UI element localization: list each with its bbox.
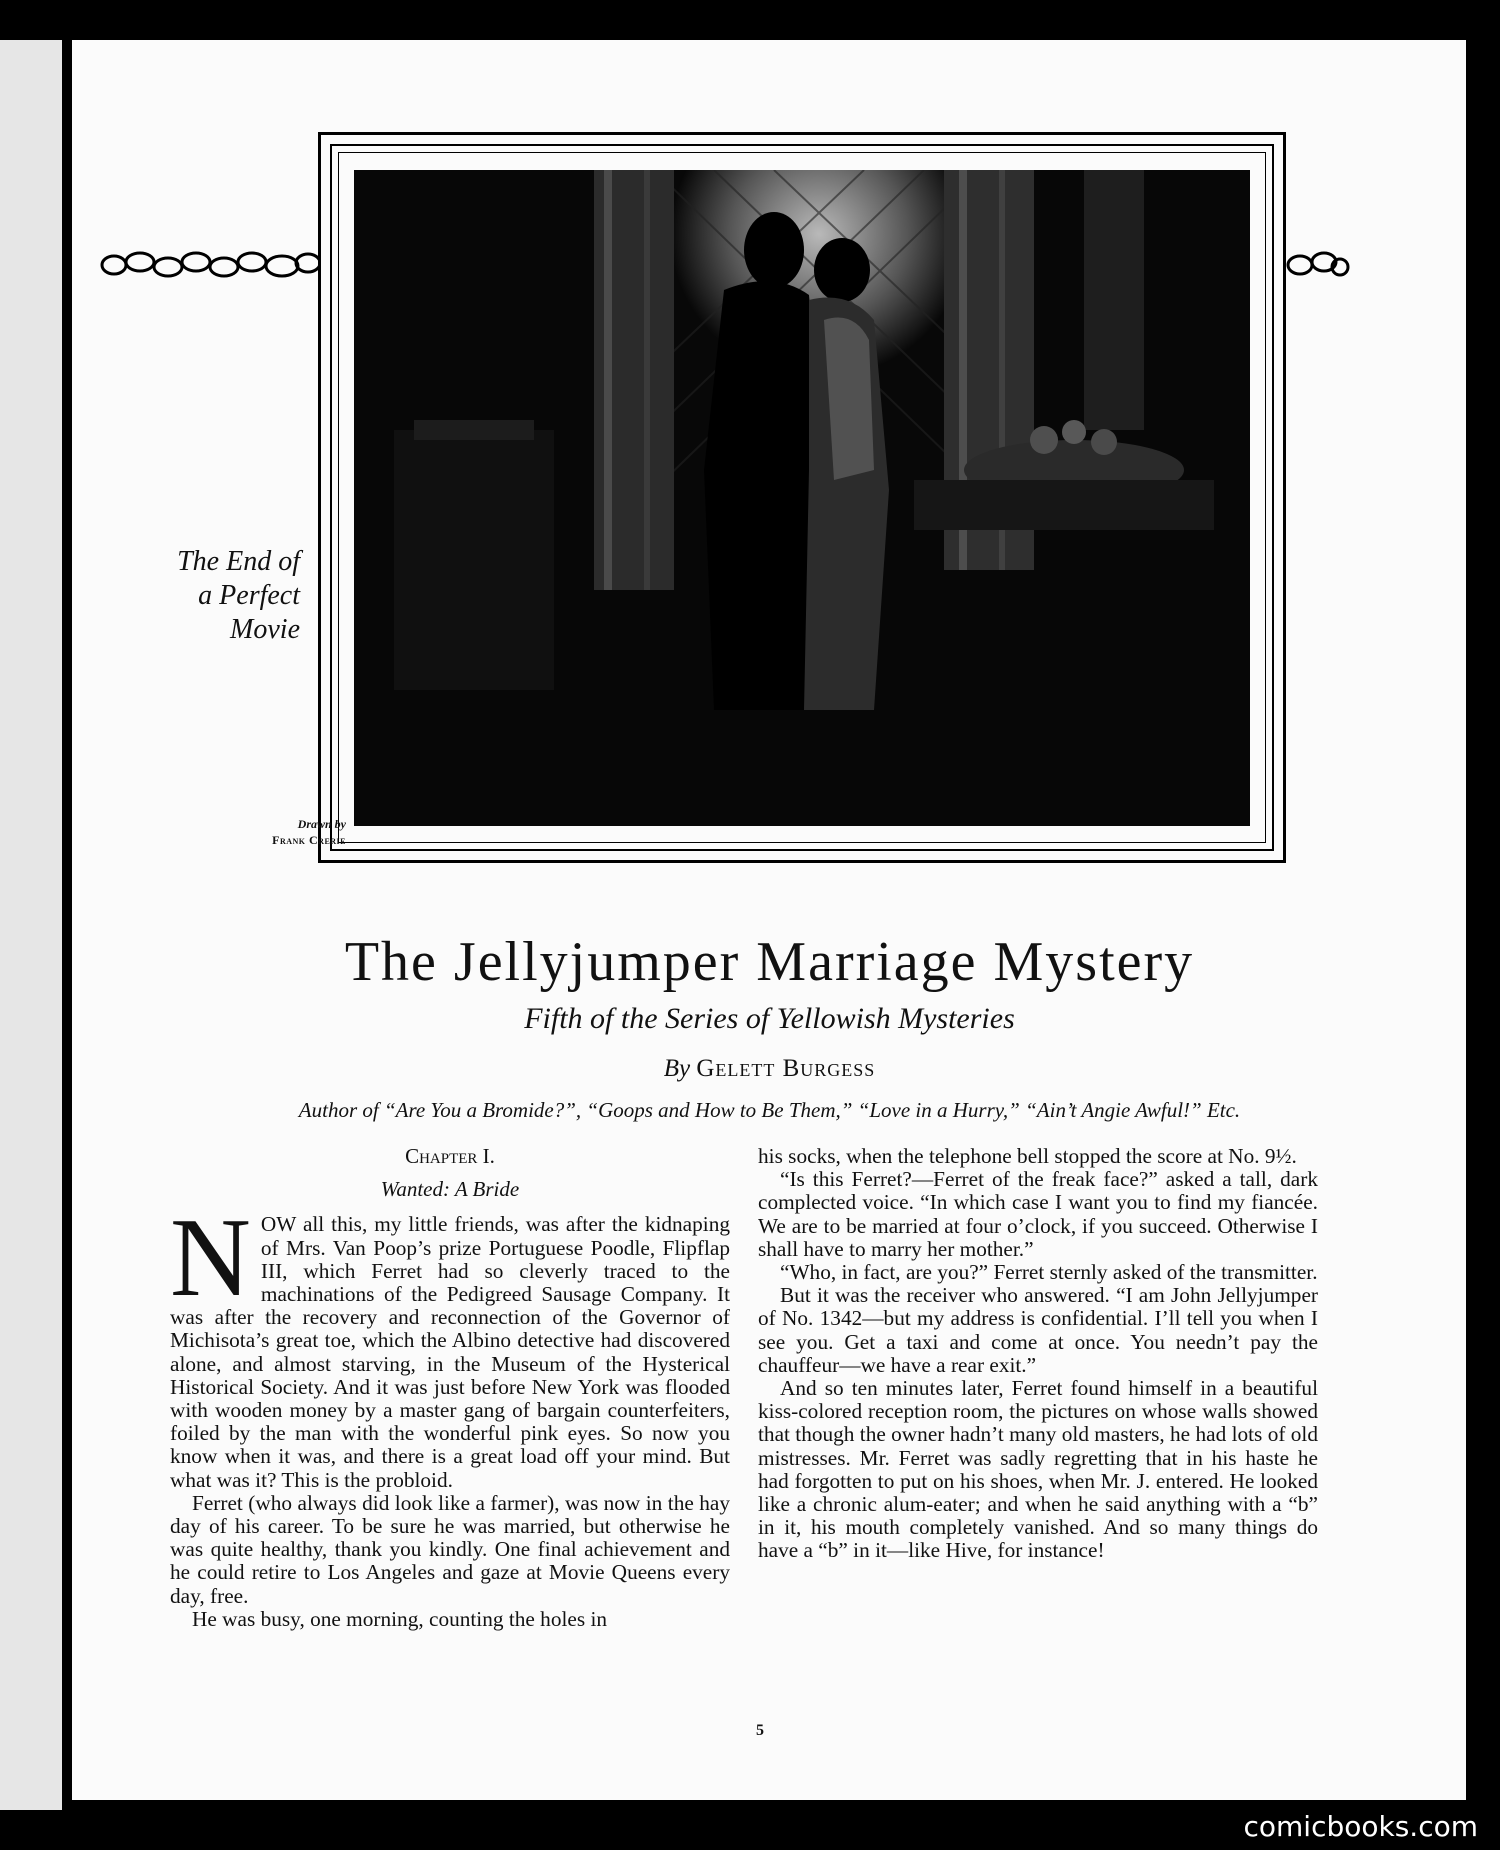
article-subtitle: Fifth of the Series of Yellowish Mysteries xyxy=(524,1002,1015,1035)
paragraph: But it was the receiver who answered. “I am John Jellyjumper of No. 1342—but my address is confidential. I’ll tell you when I see you. Get a taxi and come at once. You needn’t pay the chauffeur—we have a rear exit.” xyxy=(758,1283,1318,1377)
caption-line-2: a Perfect xyxy=(198,580,300,611)
decorative-chain-left xyxy=(100,245,320,285)
paragraph-text: OW all this, my little friends, was after the kidnaping of Mrs. Van Poop’s prize Portuguese Poodle, Flipflap III, which Ferret had so cleverly traced to the machinations of the Pedigreed Sausage Company. It was after the recovery and reconnection of the Governor of Michisota’s great toe, which the Albino detective had discovered alone, and almost starving, in the Museum of the Hysterical Historical Society. And it was just before New York was flooded with wooden money by a master gang of bargain counterfeiters, foiled by the man with the wonderful pink eyes. So now you know when it was, and there is a great load off your mind. But what was it? This is the probloid. xyxy=(170,1212,730,1492)
credit-label: Drawn by xyxy=(297,817,346,831)
paragraph: He was busy, one morning, counting the holes in xyxy=(192,1606,608,1631)
illustration-credit xyxy=(150,816,346,848)
chapter-title: Wanted: A Bride xyxy=(380,1177,520,1202)
illustration-caption xyxy=(100,545,300,647)
paragraph: his socks, when the telephone bell stopped the score at No. 9½. xyxy=(758,1144,1297,1168)
text-column-2 xyxy=(758,1145,1318,1563)
page-edge xyxy=(1466,40,1472,1800)
credit-artist: Frank Crerie xyxy=(272,833,346,847)
facing-page-edge xyxy=(0,40,62,1810)
byline xyxy=(72,1055,1467,1083)
paragraph: “Is this Ferret?—Ferret of the freak face?” asked a tall, dark complected voice. “In which case I want you to find my fiancée. We are to be married at four o’clock, if you succeed. Otherwise I shall have to marry her mother.” xyxy=(758,1167,1318,1261)
caption-line-1: The End of xyxy=(177,546,300,577)
page-number: 5 xyxy=(756,1722,764,1739)
text-column-1 xyxy=(170,1145,730,1631)
decorative-chain-right xyxy=(1286,245,1350,285)
author-name: Gelett Burgess xyxy=(696,1055,876,1082)
paragraph: “Who, in fact, are you?” Ferret sternly asked of the transmitter. xyxy=(780,1260,1318,1285)
byline-label: By xyxy=(663,1055,691,1082)
article-title: The Jellyjumper Marriage Mystery xyxy=(344,931,1195,993)
caption-line-3: Movie xyxy=(230,614,300,645)
site-watermark: comicbooks.com xyxy=(1243,1810,1478,1843)
drop-cap: N xyxy=(170,1196,251,1321)
paragraph xyxy=(170,1196,730,1492)
paragraph: Ferret (who always did look like a farmer), was now in the hay day of his career. To be sure he was married, but otherwise he was quite healthy, thank you kindly. One final achievement and he could retire to Los Angeles and gaze at Movie Queens every day, free. xyxy=(170,1490,730,1608)
paragraph: And so ten minutes later, Ferret found himself in a beautiful kiss-colored reception room, the pictures on whose walls showed that though the owner hadn’t many old masters, he had lots of old mistresses. Mr. Ferret was sadly regretting that in his haste he had forgotten to put on his shoes, when Mr. J. entered. He looked like a chronic alum-eater; and when he said anything with a “b” in it, his mouth completely vanished. And so many things do have a “b” in it—like Hive, for instance! xyxy=(758,1376,1318,1563)
chapter-heading: Chapter I. xyxy=(405,1144,495,1168)
illustration-couple-silhouette xyxy=(354,170,1250,826)
author-credits: Author of “Are You a Bromide?”, “Goops and How to Be Them,” “Love in a Hurry,” “Ain’t Angie Awful!” Etc. xyxy=(298,1098,1241,1122)
